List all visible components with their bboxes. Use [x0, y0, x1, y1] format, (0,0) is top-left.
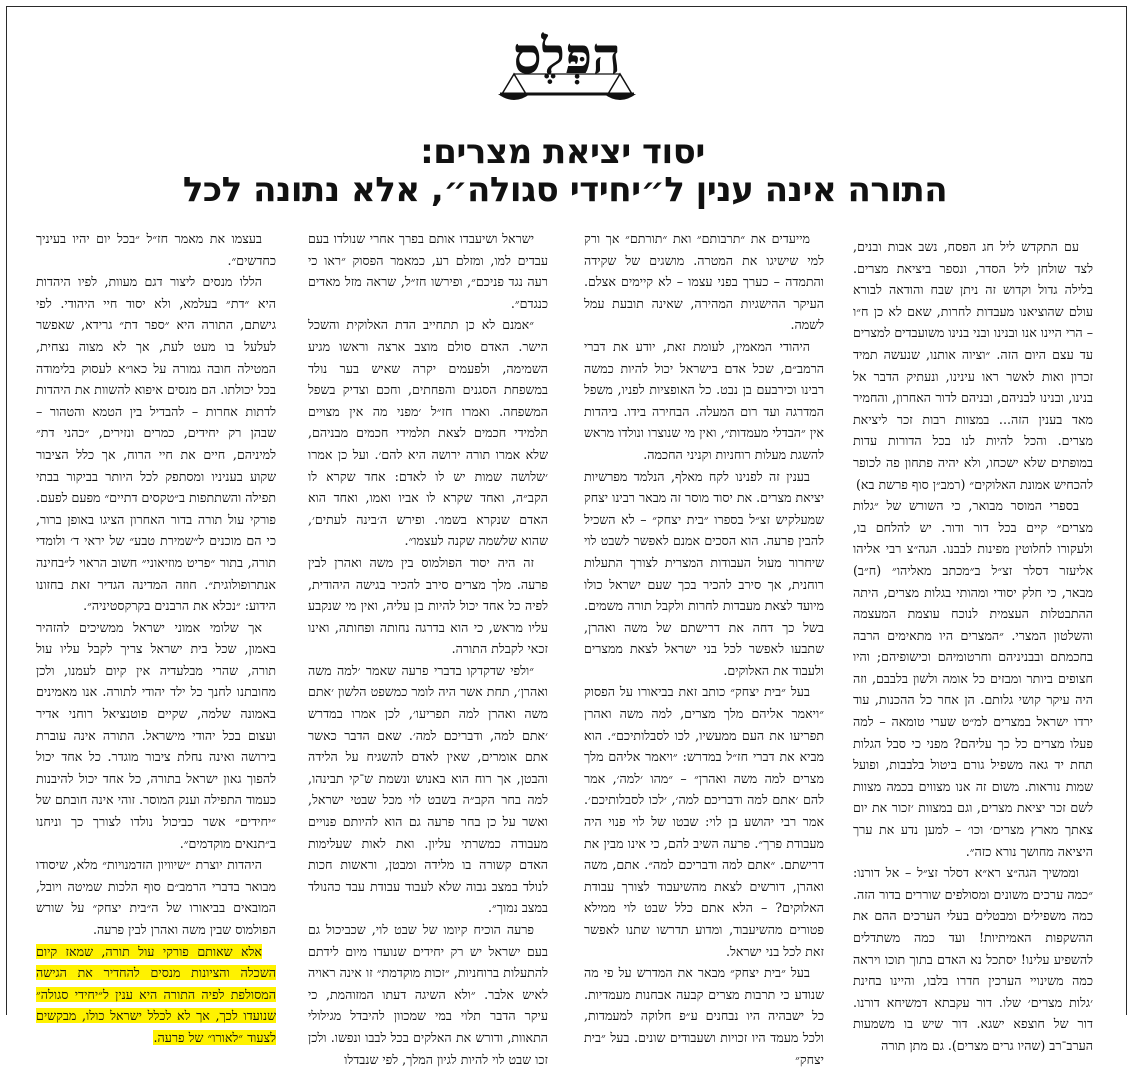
- logo-title: הפְּלֶס: [513, 26, 621, 85]
- highlight-marker: אלא שאותם פורקי עול תורה, שמאז קיום השכלה והציונות מנסים להחדיר את הגישה המסולפת לפיה התורה היא ענין ל״יחידי סגולה״ שנועדו לכך, אך לא לכלל ישראל כולו, מבקשים לצעוד ״לאורו״ של פרעה.: [36, 943, 276, 1045]
- paragraph: אך שלומי אמוני ישראל ממשיכים להזהיר באמון, שכל בית ישראל צריך לקבל עליו עול תורה, שהרי מבלעדיה אין קיום לעמנו, ולכן מחובתנו לחנך כל ילד יהודי לתורה. אנו מאמינים באמונה שלמה, שקיים פוטנציאל רוחני אדיר ועצום בכל יהודי מישראל. התורה אינה עוברת בירושה ואינה נחלת ציבור מוגדר. כל אחד יכול להפוך גאון ישראל בתורה, כל אחד יכול להיבנות כעמוד התפילה וענק המוסר. זוהי אינה חובתם של ״יחידים״ אשר כביכול נולדו לצורך כך וניחנו ב״תנאים מוקדמים״.: [36, 619, 276, 851]
- paragraph: מייעדים את ״תרבותם״ ואת ״תורתם״ אך ורק למי שישיגו את המטרה. מושגים של שקידה והתמדה – כערך בפני עצמו – לא קיימים אצלם. העיקר ההישגיות המהירה, שאינה תובעת עמל לשמה.: [584, 231, 824, 333]
- paragraph: עם התקדש ליל חג הפסח, נשב אבות ובנים, לצד שולחן ליל הסדר, ונספר ביציאת מצרים. בלילה גדול וקדוש זה ניתן שבח והודאה לבורא עולם שהוציאנו מעבדות לחרות, שאם לא כן ח״ו – הרי היינו אנו ובנינו ובני בנינו משועבדים למצרים עד עצם היום הזה. ״וציוה אותנו, שנעשה תמיד זכרון ואות לאשר ראו עינינו, ונעתיק הדבר אל בנינו, ובנינו לבניהם, ובניהם לדור האחרון, והחמיר מאד בענין הזה... במצוות רבות זכר ליציאת מצרים. והכל להיות לנו בכל הדורות עדות במופתים שלא ישכחו, ולא יהיה פתחון פה לכופר להכחיש אמונת האלוקים״ (רמב״ן סוף פרשת בא): [853, 239, 1093, 492]
- paragraph: פרעה הוכיח קיומו של שבט לוי, שכביכול גם בעם ישראל יש רק יחידים שנועדו מיום לידתם להתעלות ברוחניות, ״זכות מוקדמת״ זו אינה ראויה לאיש אלבר. ״ולא השיגה דעתו המזוהמת, כי עיקר הדבר תלוי במי שמכוון להיבדל מגילולי התאוות, ודורש את האלקים בכל לבבו ונפשו. ולכן זכו שבט לוי להיות לגיון המלך, לפי שנבדלו: [308, 922, 548, 1067]
- paragraph: בספרי המוסר מבואר, כי השורש של ״גלות מצרים״ קיים בכל דור ודור. יש להלחם בו, ולעקורו לחלוטין מפינות לבבנו. הגה״צ רבי אליהו אליעזר דסלר זצ״ל ב״מכתב מאליהו״ (ח״ב) מבאר, כי חלק יסודי ומהותי בגלות מצרים, היתה ההתבטלות העצמית לנוכח עוצמת המעצמה והשלטון המצרי. ״המצרים היו מתאימים הרבה בחכמתם ובבניניהם וחרטומיהם וכישופיהם; והיו חצופים ביותר ומבזים כל אומה ולשון בלבבם, וזה היה עיקר קושי גלותם. הן אחר כל ההכנות, עוד ירדו ישראל במצרים למ״ט שערי טומאה – למה פעלו מצרים כל כך עליהם? מפני כי סבל הגלות תחת יד גאה משפיל גורם ביטול בלבבות, ופועל שמות נוראות. משום זה אנו מצווים בכמה מצוות לשם זכר יציאת מצרים, וגם במצוות ׳זכור את יום צאתך מארץ מצרים׳ וכו׳ – למען נדע את ערך היציאה מחושך נורא כזה״.: [853, 498, 1093, 859]
- paragraph: זה היה יסוד הפולמוס בין משה ואהרן לבין פרעה. מלך מצרים סירב להכיר בגישה היהודית, לפיה כל אחד יכול להיות בן עליה, ואין מי שנקבע עליו מראש, כי הוא בדרגה נחותה ופחותה, ואינו זכאי לקבלת התורה.: [308, 554, 548, 657]
- paragraph: הללו מנסים ליצור דגם מעוות, לפיו היהדות היא ״דת״ בעלמא, ולא יסוד חיי היהודי. לפי גישתם, התורה היא ״ספר דת״ גרידא, שאפשר לעלעל בו מעט לעת, אך לא מצוה נצחית, המטילה חובה גמורה על כאו״א לעסוק בלימודה בכל יכולתו. הם מנסים איפוא להשוות את היהדות לדתות אחרות – להבדיל בין הטמא והטהור – שבהן רק יחידים, כמרים ונזירים, ״כהני דת״ למיניהם, חיים את חיי הרוח, אך כלל הציבור שקוע בעניניו ומסתפק לכל היותר בביקור בבתי תפילה והשתתפות ב״טקסים דתיים״ מפעם לפעם. פורקי עול תורה בדור האחרון הציגו באופן ברור, כי הם מוכנים ל״שמירת טבע״ של יראי ד׳ ולומדי תורה, בתור ״פריט מוזיאוני״ חשוב הראוי ל״בחינה אנתרופולוגית״. חוזה המדינה הגדיר זאת בחזונו הידוע: ״נכלא את הרבנים בקרקסטיניה״.: [35, 274, 276, 614]
- column-logo: [496, 24, 638, 108]
- paragraph: ״אמנם לא כן תתחייב הדת האלוקית והשכל הישר. האדם סולם מוצב ארצה וראשו מגיע השמימה, ולפעמים יקרה שאיש בער נולד במשפחת הסגנים והפחתים, וחכם וצדיק בשפל המשפחה. ואמרו חז״ל ׳מפני מה אין מצויים תלמידי חכמים לצאת תלמידי חכמים מבניהם, שלא אמרו תורה ירושה היא להם׳. ועל כן אמרו ׳שלושה שמות יש לו לאדם: אחד שקרא לו הקב״ה, ואחד שקרא לו אביו ואמו, ואחד הוא האדם שנקרא בשמו׳. ופירש ה׳בינה לעתים׳, שהוא שלשמה שקנה לעצמו״.: [308, 317, 548, 549]
- article-column-2: [584, 228, 824, 1067]
- highlighted-paragraph: [36, 941, 276, 1049]
- headline-line-1: יסוד יציאת מצרים:: [420, 132, 705, 172]
- paragraph: ״ולפי שדקדקו בדברי פרעה שאמר ׳למה משה ואהרן׳, תחת אשר היה לומר כמשפט הלשון ׳אתם משה ואהרן למה תפריעו׳, לכן אמרו במדרש ׳אתם למה, ודבריכם למה׳. שאם הדבר כאשר אתם אומרים, שאין לאדם להשגיח על הלידה והבטן, אך רוח הוא באנוש ונשמת ש־קי תבינהו, למה בחר הקב״ה בשבט לוי מכל שבטי ישראל, ואשר על כן בחר פרעה גם הוא להיותם פנויים מעבודה כמשרתי עליון. ואת לאות שעלימות האדם קשורה בו מלידה ומבטן, וראשות חכות לנולד במצב גבוה שלא לעבוד עבודת עבד כהנולד במצב נמוך״.: [308, 662, 548, 916]
- article-column-1: [853, 236, 1093, 1053]
- paragraph: וממשיך הגה״צ רא״א דסלר זצ״ל – אל דורנו: ״כמה ערכים משונים ומסולפים שוררים בדור הזה. כמה משפילים ומבטלים בעלי הערכים ההם את ההשקפות האמיתיות! ועד כמה משתדלים להשפיע עלינו! יסתכל נא האדם בתוך תוכו ויראה כמה משינויי הערכין חדרו בלבו, והיינו בחינת ׳גלות מצרים׳ שלו. דור עקבתא דמשיחא דורנו. דור של חוצפא ישגא. דור שיש בו משמעות הערב־רב (שהיו גרים מצרים). גם מתן תורה: [853, 865, 1093, 1053]
- paragraph: בעצמו את מאמר חז״ל ״בכל יום יהיו בעיניך כחדשים״.: [36, 231, 276, 268]
- paragraph: בעל ״בית יצחק״ מבאר את המדרש על פי מה שנודע כי תרבות מצרים קבעה אבחנות מעמדיות. כל ישבהיה היו נבחנים ע״פ חלוקה למעמדות, ולכל מעמד היו זכויות ושעבודים שונים. בעל ״בית יצחק״: [584, 965, 824, 1067]
- paragraph: בעל ״בית יצחק״ כותב זאת בביאורו על הפסוק ״ויאמר אליהם מלך מצרים, למה משה ואהרן תפריעו את העם ממעשיו, לכו לסבלותיכם״. הוא מביא את דברי חז״ל במדרש: ״ויאמר אליהם מלך מצרים למה משה ואהרן״ – ״מהו ׳למה׳, אמר להם ׳אתם למה ודבריכם למה׳, ׳לכו לסבלותיכם׳. אמר רבי יהושע בן לוי: שבטו של לוי פנוי היה מעבודת פרך״. פרעה השיב להם, כי אינו מבין את דרישתם. ״אתם למה ודבריכם למה״. אתם, משה ואהרן, דורשים לצאת מהשיעבוד לצורך עבודת האלוקים? – הלא אתם כלל שבט לוי ממילא פטורים מהשיעבוד, ומדוע תדרשו שתנו לאפשר זאת לכל בני ישראל.: [584, 684, 824, 959]
- article-column-3: [308, 228, 548, 1067]
- paragraph: היהודי המאמין, לעומת זאת, יודע את דברי הרמב״ם, שכל אדם בישראל יכול להיות כמשה רבינו וכירבעם בן נבט. כל האופציות לפניו, משפל המדרגה ועד רום המעלה. הבחירה בידו. ביהדות אין ״הבדלי מעמדות״, ואין מי שנוצרו ונולדו מראש להשגת מעלות רוחניות וקניני החכמה.: [584, 338, 824, 462]
- paragraph: היהדות יוצרת ״שיוויון הזדמנויות״ מלא, שיסודו מבואר בדברי הרמב״ם סוף הלכות שמיטה ויובל, המובאים בביאורו של ה״בית יצחק״ על שורש הפולמוס שבין משה ואהרן לבין פרעה.: [36, 857, 276, 937]
- paragraph: ישראל ושיעבדו אותם בפרך אחרי שנולדו בעם עבדים למו, ומזלם רע, כמאמר הפסוק ״ראו כי רעה נגד פניכם״, ופירשו חז״ל, שראה מזל מאדים כנגדם״.: [308, 231, 548, 311]
- article-column-4: [35, 228, 276, 1045]
- headline-line-2: התורה אינה ענין ל״יחידי סגולה״, אלא נתונה לכל: [182, 170, 948, 210]
- paragraph: בענין זה לפנינו לקח מאלף, הנלמד מפרשיות יציאת מצרים. את יסוד מוסר זה מבאר רבינו יצחק שמעלקיש זצ״ל בספרו ״בית יצחק״ – לא השכיל להבין פרעה. הוא הסכים אמנם לאפשר לשבט לוי שיחרור מעול העבודות המצרית לצורך התעלות רוחנית, אך סירב להכיר בכך שעם ישראל כולו מיועד לצאת מעבדות לחרות ולקבל תורה משמים. בשל כך דחה את דרישתם של משה ואהרן, שתבעו לאפשר לכל בני ישראל לצאת ממצרים ולעבוד את האלוקים.: [584, 468, 824, 678]
